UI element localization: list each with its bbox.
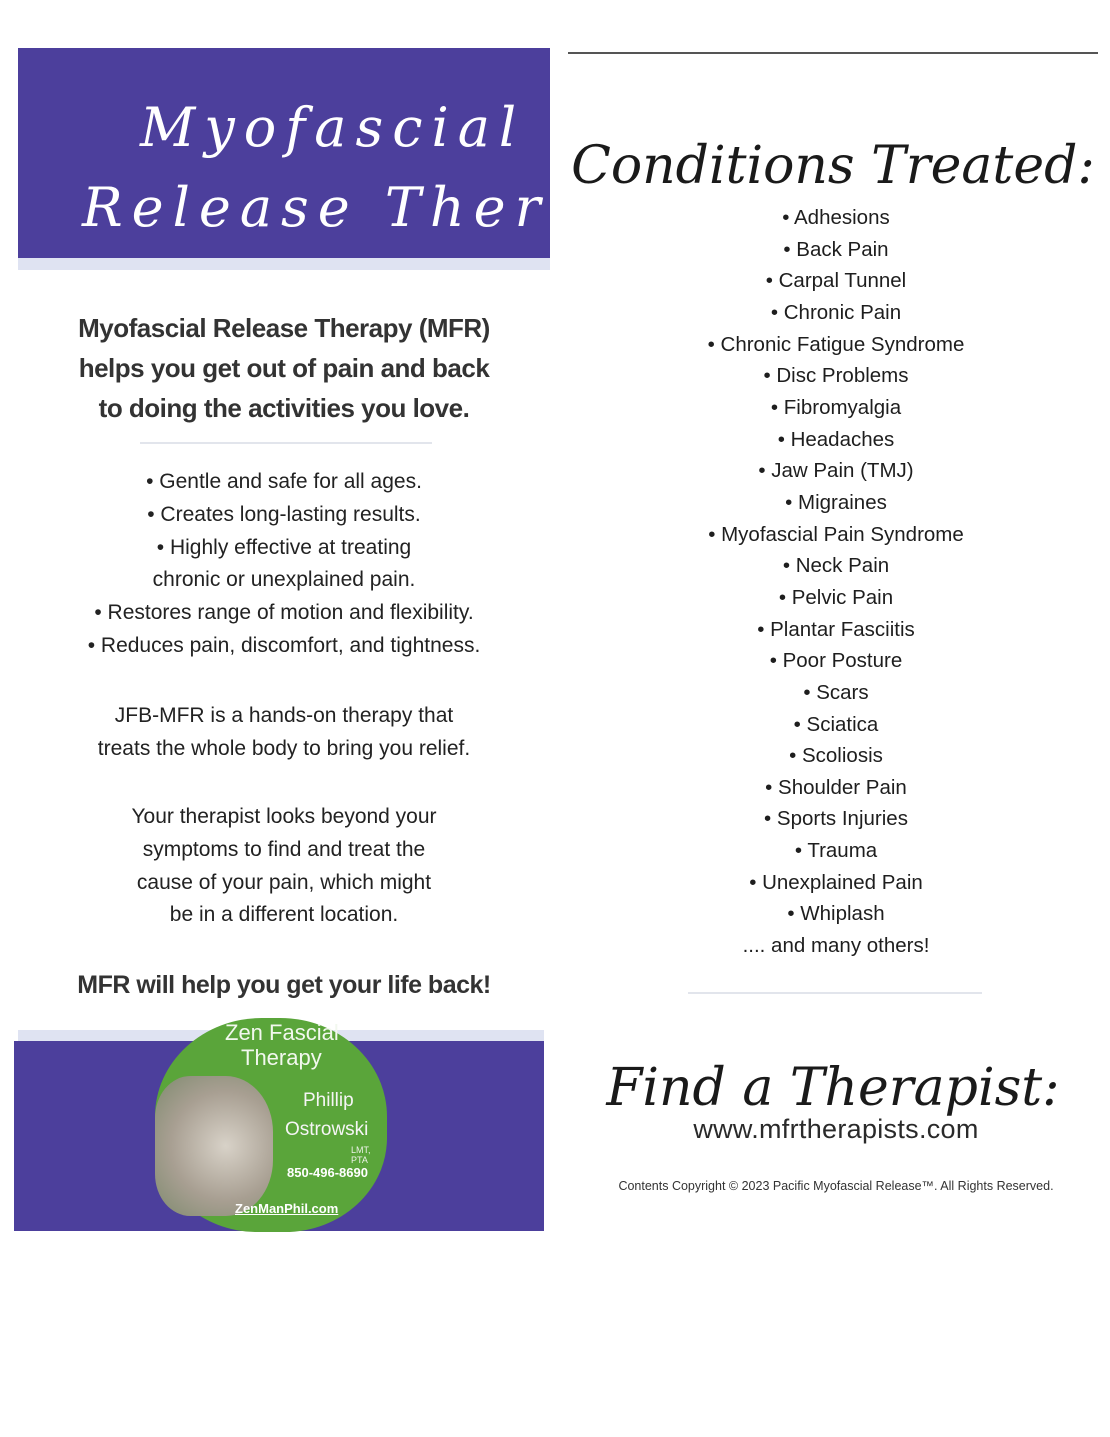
condition-item: • Neck Pain [782,554,890,578]
paragraph-line: treats the whole body to bring you relief. [97,736,471,760]
therapist-last-name: Ostrowski [285,1119,369,1140]
benefit-item: • Creates long-lasting results. [147,502,421,526]
condition-item: • Unexplained Pain [749,870,923,894]
condition-item: • Chronic Fatigue Syndrome [707,332,965,356]
paragraph-line: be in a different location. [169,903,399,927]
benefits-list [18,466,550,663]
intro-line: to doing the activities you love. [98,393,470,423]
condition-item: • Pelvic Pain [778,585,894,609]
condition-item: • Fibromyalgia [770,395,902,419]
find-therapist-title: Find a Therapist: [606,1058,1060,1118]
banner-divider [18,258,550,270]
paragraph-line: JFB-MFR is a hands-on therapy that [114,704,454,727]
condition-item: • Scars [803,680,869,704]
condition-item: • Chronic Pain [770,300,902,324]
condition-item: • Sciatica [793,712,879,736]
business-sticker [155,1018,387,1232]
benefit-item: chronic or unexplained pain. [152,568,416,592]
benefit-item: • Reduces pain, discomfort, and tightness. [87,633,481,657]
business-name-line2: Therapy [241,1045,322,1070]
hands-photo [155,1076,273,1216]
paragraph-therapist [18,801,550,932]
condition-item: .... and many others! [742,934,930,958]
condition-item: • Myofascial Pain Syndrome [708,522,964,546]
condition-item: • Headaches [777,427,895,451]
condition-item: • Plantar Fasciitis [757,617,915,641]
title-banner [18,48,674,258]
top-divider [568,52,1098,54]
condition-item: • Scoliosis [789,744,883,768]
condition-item: • Sports Injuries [764,807,908,831]
therapist-directory-link[interactable]: www.mfrtherapists.com [693,1114,979,1144]
phone-number: 850-496-8690 [287,1165,368,1180]
condition-item: • Shoulder Pain [765,775,907,799]
condition-item: • Adhesions [782,206,890,229]
conditions-title: Conditions Treated: [571,136,1095,196]
condition-item: • Carpal Tunnel [765,269,907,293]
therapist-credentials: LMT, PTA [351,1145,371,1165]
business-name-line1: Zen Fascial [225,1020,339,1045]
tagline: MFR will help you get your life back! [77,971,491,999]
right-card [568,48,1098,1238]
intro-heading [18,308,550,428]
condition-item: • Poor Posture [769,649,903,673]
condition-item: • Trauma [794,839,878,863]
therapist-first-name: Phillip [303,1090,354,1111]
intro-line: Myofascial Release Therapy (MFR) [78,313,490,343]
section-divider [688,992,982,994]
paragraph-line: symptoms to find and treat the [142,837,426,861]
condition-item: • Disc Problems [763,364,909,388]
benefit-item: • Highly effective at treating [156,535,412,559]
intro-line: helps you get out of pain and back [78,353,490,383]
conditions-list [568,202,1104,962]
condition-item: • Back Pain [783,237,889,261]
condition-item: • Jaw Pain (TMJ) [758,459,914,483]
banner-title-line2: Release Therapy [82,176,674,239]
section-divider [140,442,432,444]
business-website: ZenManPhil.com [235,1201,339,1216]
paragraph-line: cause of your pain, which might [136,870,432,894]
paragraph-line: Your therapist looks beyond your [131,805,437,828]
banner-title-line1: Myofascial [140,96,526,159]
benefit-item: • Restores range of motion and flexibility. [94,601,474,625]
left-card [18,48,674,1238]
copyright-notice: Contents Copyright © 2023 Pacific Myofascial Release™. All Rights Reserved. [618,1179,1054,1193]
condition-item: • Migraines [785,490,887,514]
condition-item: • Whiplash [787,902,885,926]
benefit-item: • Gentle and safe for all ages. [146,470,422,493]
paragraph-jfb [18,700,550,766]
